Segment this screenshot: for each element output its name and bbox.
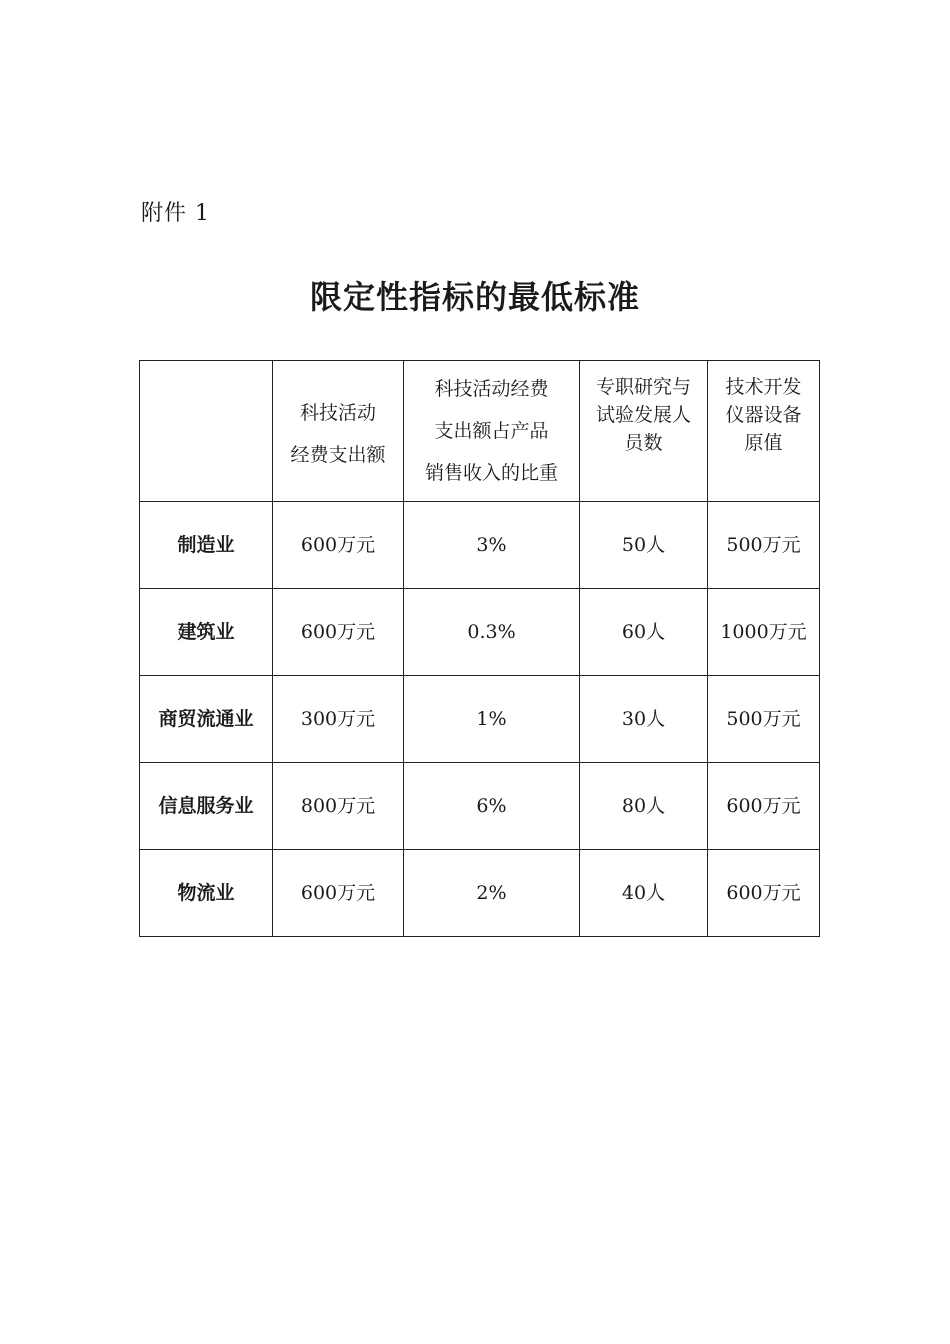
header-ratio-line2: 支出额占产品 (434, 420, 549, 442)
staff-cell: 40人 (580, 850, 708, 937)
equipment-cell: 1000万元 (708, 589, 820, 676)
header-ratio (404, 361, 580, 502)
standards-table (139, 360, 820, 937)
header-equip-line3: 原值 (744, 432, 783, 454)
equipment-cell: 500万元 (708, 676, 820, 763)
header-expense (273, 361, 404, 502)
equipment-cell: 500万元 (708, 502, 820, 589)
expense-cell: 600万元 (273, 850, 404, 937)
staff-cell: 50人 (580, 502, 708, 589)
staff-cell: 80人 (580, 763, 708, 850)
ratio-cell: 1% (404, 676, 580, 763)
ratio-cell: 2% (404, 850, 580, 937)
equipment-cell: 600万元 (708, 850, 820, 937)
expense-cell: 800万元 (273, 763, 404, 850)
expense-cell: 600万元 (273, 502, 404, 589)
equipment-cell: 600万元 (708, 763, 820, 850)
industry-cell: 制造业 (140, 502, 273, 589)
header-equip-line2: 仪器设备 (725, 404, 802, 426)
header-equip-line1: 技术开发 (725, 376, 802, 398)
expense-cell: 300万元 (273, 676, 404, 763)
industry-cell: 商贸流通业 (140, 676, 273, 763)
header-ratio-line1: 科技活动经费 (434, 378, 549, 400)
industry-cell: 物流业 (140, 850, 273, 937)
header-equipment (708, 361, 820, 502)
header-staff (580, 361, 708, 502)
table-row (140, 589, 820, 676)
staff-cell: 60人 (580, 589, 708, 676)
attachment-label: 附件 1 (141, 201, 210, 226)
header-industry (140, 361, 273, 502)
table-header-row (140, 361, 820, 502)
expense-cell: 600万元 (273, 589, 404, 676)
header-staff-line3: 员数 (624, 432, 663, 454)
header-expense-line1: 科技活动 (299, 402, 376, 424)
header-staff-line1: 专职研究与 (595, 376, 691, 398)
header-staff-line2: 试验发展人 (595, 404, 691, 426)
staff-cell: 30人 (580, 676, 708, 763)
table-row (140, 502, 820, 589)
page-title: 限定性指标的最低标准 (309, 278, 640, 316)
header-ratio-line3: 销售收入的比重 (424, 462, 558, 484)
industry-cell: 建筑业 (140, 589, 273, 676)
ratio-cell: 0.3% (404, 589, 580, 676)
ratio-cell: 6% (404, 763, 580, 850)
industry-cell: 信息服务业 (140, 763, 273, 850)
table-row (140, 763, 820, 850)
table-row (140, 850, 820, 937)
header-expense-line2: 经费支出额 (290, 444, 386, 466)
table-row (140, 676, 820, 763)
ratio-cell: 3% (404, 502, 580, 589)
